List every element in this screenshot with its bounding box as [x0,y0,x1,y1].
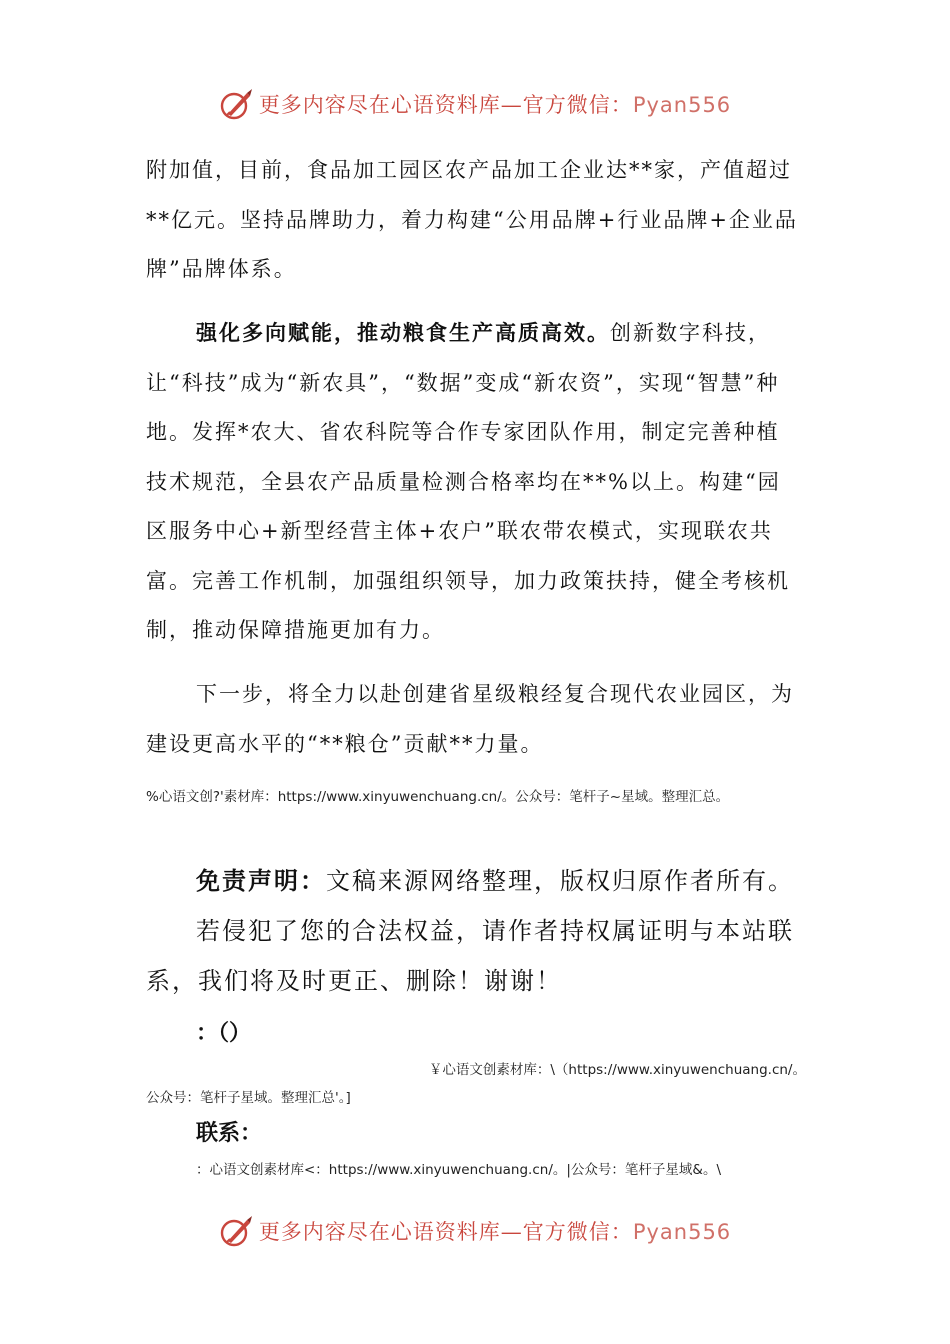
quill-pen-logo-icon [219,1214,253,1248]
colon-line [196,1016,852,1047]
banner-text: 更多内容尽在心语资料库—官方微信：Pyan556 [258,93,732,117]
disclaimer-line-2: 若侵犯了您的合法权益，请作者持权属证明与本站联系，我们将及时更正、删除！谢谢！ [146,917,794,995]
paragraph-2-text: 创新数字科技，让“科技”成为“新农具”，“数据”变成“新农资”，实现“智慧”种地。发挥*农大、省农科院等合作专家团队作用，制定完善种植技术规范，全县农产品质量检测合格率均在**%以上。构建“园区服务中心+新型经营主体+农户”联农带农模式，实现联农共富。完善工作机制，加强组织领导，加力政策扶持，健全考核机制，推动保障措施更加有力。 [146,321,790,642]
source-note-block [146,785,826,805]
garbled-note-block [146,1058,806,1106]
header-banner [0,84,950,124]
disclaimer-lead: 免责声明： [196,867,326,895]
contact-heading: 联系： [196,1121,263,1146]
contact-line: ：心语文创素材库<：https://www.xinyuwenchuang.cn/。|公众号：笔杆子星域&。\ [196,1162,721,1178]
paragraph-2-lead: 强化多向赋能，推动粮食生产高质高效。 [196,320,610,345]
garbled-note-line-2: 公众号：笔杆子星域。整理汇总'。] [146,1090,351,1106]
paragraph-1: 附加值，目前，食品加工园区农产品加工企业达**家，产值超过**亿元。坚持品牌助力，着力构建“公用品牌+行业品牌+企业品牌”品牌体系。 [146,158,798,281]
wechat-id: Pyan556 [632,1220,732,1244]
disclaimer-block [146,856,806,1006]
footer-banner [0,1211,950,1251]
colon-text: ：（） [196,1021,252,1046]
garbled-note-line-1: ￥心语文创素材库：\（https://www.xinyuwenchuang.cn/。 [428,1062,806,1078]
paragraph-3: 下一步，将全力以赴创建省星级粮经复合现代农业园区，为建设更高水平的“**粮仓”贡献**力量。 [146,682,794,756]
contact-heading-block [196,1116,852,1147]
disclaimer-line-1 [146,856,806,906]
source-note: %心语文创?'素材库：https://www.xinyuwenchuang.cn/。公众号：笔杆子~星域。整理汇总。 [146,789,730,805]
wechat-id: Pyan556 [632,93,732,117]
quill-pen-logo-icon [219,87,253,121]
body-text [146,146,802,295]
paragraph-2 [146,308,802,656]
banner-text: 更多内容尽在心语资料库—官方微信：Pyan556 [258,1220,732,1244]
disclaimer-text: 文稿来源网络整理，版权归原作者所有。 [326,867,794,895]
body-text-2 [146,308,802,656]
body-text-3 [146,670,802,769]
contact-line-block [196,1158,806,1178]
